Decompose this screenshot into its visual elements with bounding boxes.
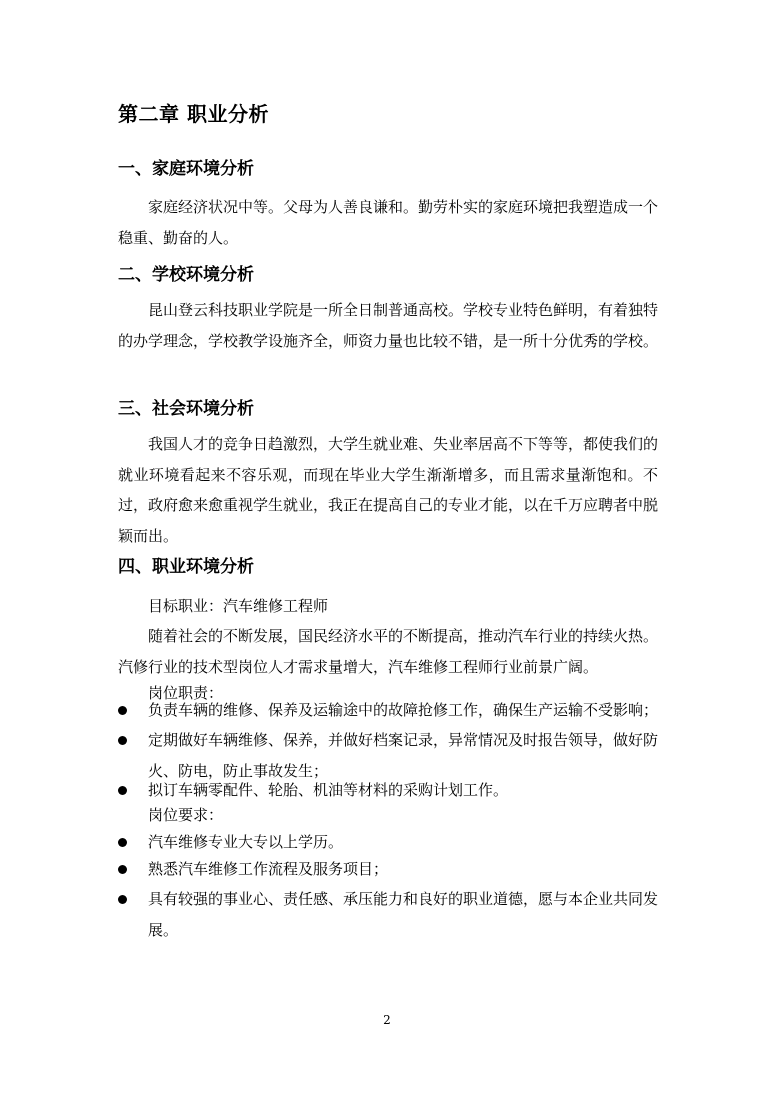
paragraph-school: 昆山登云科技职业学院是一所全日制普通高校。学校专业特色鲜明，有着独特的办学理念，学校教学设施齐全，师资力量也比较不错，是一所十分优秀的学校。 xyxy=(118,301,659,350)
duty-item xyxy=(118,695,658,726)
bullet-dot-icon xyxy=(118,895,127,904)
requirement-item xyxy=(118,854,658,885)
requirement-item-text: 具有较强的事业心、责任感、承压能力和良好的职业道德，愿与本企业共同发展。 xyxy=(148,890,659,939)
requirement-item xyxy=(118,827,658,858)
duties-label: 岗位职责： xyxy=(148,684,224,702)
section-heading-career: 四、职业环境分析 xyxy=(118,557,254,577)
chapter-title: 第二章 职业分析 xyxy=(118,102,269,126)
bullet-dot-icon xyxy=(118,865,127,874)
requirement-item-text: 汽车维修专业大专以上学历。 xyxy=(148,833,344,851)
requirement-item xyxy=(118,884,658,945)
bullet-dot-icon xyxy=(118,736,127,745)
bullet-dot-icon xyxy=(118,786,127,795)
paragraph-society: 我国人才的竞争日趋激烈，大学生就业难、失业率居高不下等等，都使我们的就业环境看起来不容乐观，而现在毕业大学生渐渐增多，而且需求量渐饱和。不过，政府愈来愈重视学生就业，我正在提高自己的专业才能，以在千万应聘者中脱颖而出。 xyxy=(118,435,659,545)
section-heading-school: 二、学校环境分析 xyxy=(118,265,254,285)
duty-item-text: 拟订车辆零配件、轮胎、机油等材料的采购计划工作。 xyxy=(148,781,509,799)
requirement-item-text: 熟悉汽车维修工作流程及服务项目； xyxy=(148,860,389,878)
bullet-dot-icon xyxy=(118,706,127,715)
paragraph-career: 随着社会的不断发展，国民经济水平的不断提高，推动汽车行业的持续火热。汽修行业的技术型岗位人才需求量增大，汽车维修工程师行业前景广阔。 xyxy=(118,627,659,676)
target-job-line: 目标职业：汽车维修工程师 xyxy=(148,597,329,615)
duty-item-text: 定期做好车辆维修、保养，并做好档案记录，异常情况及时报告领导，做好防火、防电，防止事故发生； xyxy=(148,731,659,780)
duty-item-text: 负责车辆的维修、保养及运输途中的故障抢修工作，确保生产运输不受影响； xyxy=(148,701,659,719)
bullet-dot-icon xyxy=(118,838,127,847)
section-heading-family: 一、家庭环境分析 xyxy=(118,159,254,179)
requirements-label: 岗位要求： xyxy=(148,806,224,824)
paragraph-family: 家庭经济状况中等。父母为人善良谦和。勤劳朴实的家庭环境把我塑造成一个稳重、勤奋的人。 xyxy=(118,198,659,247)
section-heading-society: 三、社会环境分析 xyxy=(118,399,254,419)
page-number: 2 xyxy=(383,1013,391,1027)
